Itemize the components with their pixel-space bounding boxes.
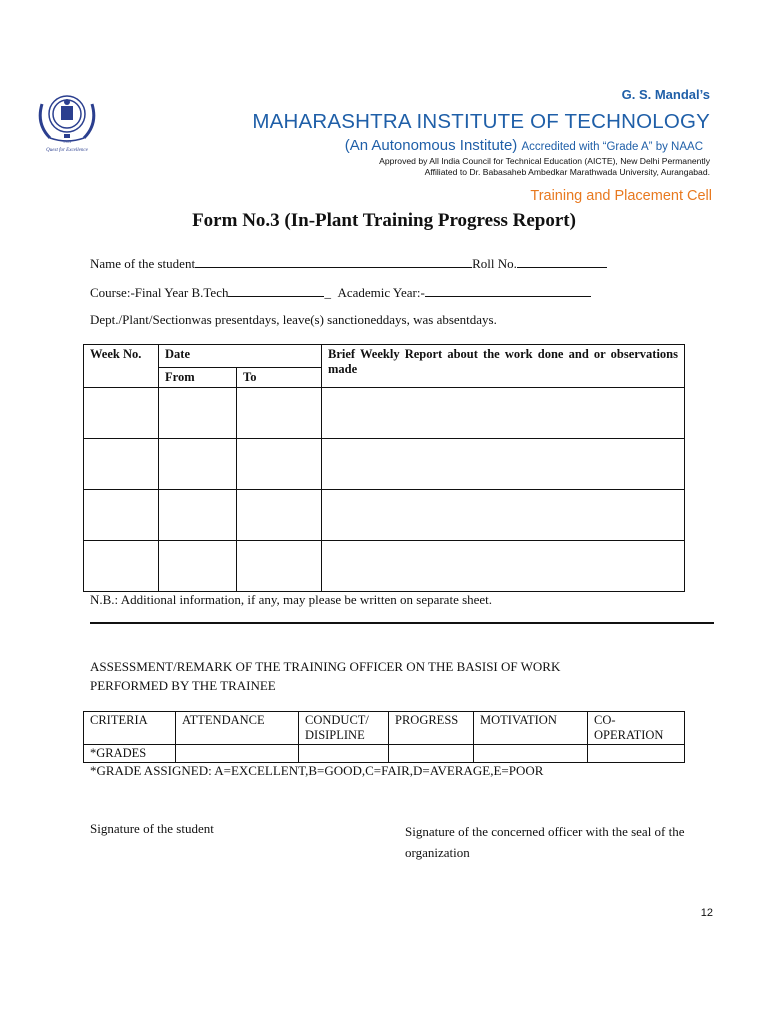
date-header: Date (159, 345, 322, 368)
week-cell[interactable] (84, 541, 159, 592)
autonomous-line (345, 137, 703, 154)
autonomous-text: (An Autonomous Institute) (344, 137, 518, 154)
mandal-name: G. S. Mandal’s (621, 87, 710, 102)
week-cell[interactable] (84, 388, 159, 439)
section-divider (90, 622, 714, 624)
criteria-header: CRITERIA (84, 712, 176, 745)
from-cell[interactable] (159, 541, 237, 592)
additional-info-note: N.B.: Additional information, if any, may please be written on separate sheet. (90, 592, 493, 607)
officer-signature-label: Signature of the concerned officer with the seal of the organization (405, 824, 685, 860)
academic-year-blank[interactable] (425, 284, 591, 297)
motivation-grade-cell[interactable] (474, 745, 588, 763)
form-title: Form No.3 (In-Plant Training Progress Report) (192, 210, 576, 231)
logo-tagline: Quest for Excellence (46, 148, 88, 153)
to-header: To (237, 368, 322, 388)
roll-label: Roll No. (472, 256, 517, 271)
from-header: From (159, 368, 237, 388)
table-row (84, 490, 685, 541)
report-cell[interactable] (322, 439, 685, 490)
attendance-header: ATTENDANCE (176, 712, 299, 745)
grade-legend: *GRADE ASSIGNED: A=EXCELLENT,B=GOOD,C=FAIR,D=AVERAGE,E=POOR (90, 763, 544, 778)
name-label: Name of the student (90, 256, 196, 271)
institute-logo (28, 82, 106, 156)
motivation-header: MOTIVATION (474, 712, 588, 745)
approval-text (379, 156, 710, 178)
to-cell[interactable] (237, 388, 322, 439)
progress-header: PROGRESS (389, 712, 474, 745)
attendance-grade-cell[interactable] (176, 745, 299, 763)
course-blank[interactable] (228, 284, 324, 297)
approval-line-1: Approved by All India Council for Technical Education (AICTE), New Delhi Permanently (379, 156, 710, 166)
accredited-text: Accredited with “Grade A” by NAAC (521, 141, 703, 153)
from-cell[interactable] (159, 439, 237, 490)
week-cell[interactable] (84, 490, 159, 541)
to-cell[interactable] (237, 490, 322, 541)
assessment-heading-line-1: ASSESSMENT/REMARK OF THE TRAINING OFFICER ON THE BASISI OF WORK (90, 659, 561, 674)
name-blank[interactable] (195, 255, 472, 268)
conduct-grade-cell[interactable] (299, 745, 389, 763)
academic-year-label: Academic Year:- (337, 285, 425, 300)
logo-year: 1983 (63, 139, 71, 144)
progress-table (83, 344, 685, 592)
report-cell[interactable] (322, 388, 685, 439)
course-suffix: _ (324, 285, 331, 300)
student-name-line (90, 255, 607, 272)
placement-cell-title: Training and Placement Cell (530, 188, 712, 204)
student-signature-label: Signature of the student (90, 821, 214, 836)
table-row (84, 439, 685, 490)
course-label: Course:-Final Year B.Tech (90, 285, 229, 300)
assessment-heading (90, 657, 560, 695)
to-cell[interactable] (237, 439, 322, 490)
dept-line: Dept./Plant/Sectionwas presentdays, leave(s) sanctioneddays, was absentdays. (90, 312, 497, 327)
to-cell[interactable] (237, 541, 322, 592)
grades-label: *GRADES (84, 745, 176, 763)
table-row (84, 388, 685, 439)
cooperation-header: CO-OPERATION (588, 712, 685, 745)
report-cell[interactable] (322, 490, 685, 541)
week-cell[interactable] (84, 439, 159, 490)
course-line (90, 284, 591, 301)
from-cell[interactable] (159, 490, 237, 541)
from-cell[interactable] (159, 388, 237, 439)
report-header: Brief Weekly Report about the work done and or observations made (322, 345, 685, 388)
page-number: 12 (700, 907, 713, 919)
roll-blank[interactable] (517, 255, 607, 268)
institute-name: MAHARASHTRA INSTITUTE OF TECHNOLOGY (252, 110, 710, 133)
week-header: Week No. (84, 345, 159, 388)
progress-grade-cell[interactable] (389, 745, 474, 763)
assessment-heading-line-2: PERFORMED BY THE TRAINEE (90, 678, 276, 693)
approval-line-2: Affiliated to Dr. Babasaheb Ambedkar Marathwada University, Aurangabad. (424, 167, 710, 177)
report-cell[interactable] (322, 541, 685, 592)
table-row (84, 541, 685, 592)
cooperation-grade-cell[interactable] (588, 745, 685, 763)
criteria-table (83, 711, 685, 763)
conduct-header: CONDUCT/ DISIPLINE (299, 712, 389, 745)
